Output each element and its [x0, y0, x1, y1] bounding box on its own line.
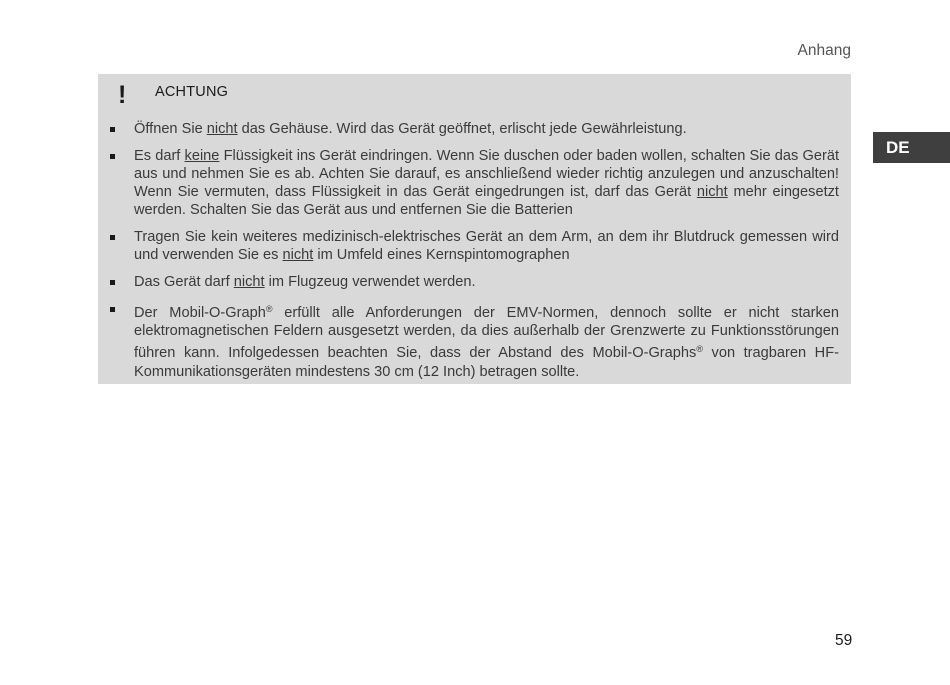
- bullet-square-icon: [110, 127, 115, 132]
- warning-text: im Flugzeug verwendet werden.: [264, 274, 476, 291]
- emphasis-underline: keine: [184, 147, 220, 164]
- emphasis-underline: nicht: [233, 274, 265, 291]
- warning-item: [98, 120, 851, 138]
- warning-text: Flüssigkeit ins Gerät eindringen. Wenn Sie duschen oder baden wollen, schalten Sie das Gerät aus und nehmen Sie es ab. Achten Sie darauf, es anschließend wieder richtig anzulegen und anzuschalten! Wenn Sie vermuten, dass Flüssigkeit in das Gerät eingedrungen ist, darf das Gerät: [134, 147, 839, 201]
- exclamation-icon: !: [118, 81, 127, 109]
- warning-list: [98, 120, 851, 389]
- warning-text: erfüllt alle Anforderungen der EMV-Normen, dennoch sollte er nicht starken elektromagnetischen Feldern ausgesetzt werden, da dies außerhalb der Grenzwerte zu Funktionsstörungen führen kann. Infolgedessen beachten Sie, dass der Abstand des Mobil-O-Graphs: [134, 305, 840, 362]
- warning-title: ACHTUNG: [155, 84, 229, 100]
- warning-item: [98, 273, 851, 291]
- emphasis-underline: nicht: [282, 247, 314, 264]
- warning-box: [98, 74, 851, 384]
- emphasis-underline: nicht: [206, 121, 238, 137]
- warning-text: Öffnen Sie: [134, 121, 207, 137]
- page-number: 59: [835, 632, 853, 649]
- language-tab: DE: [873, 132, 950, 163]
- registered-mark: ®: [696, 344, 703, 355]
- warning-text: Der Mobil-O-Graph: [134, 305, 266, 321]
- warning-item: [98, 147, 851, 220]
- warning-text: das Gehäuse. Wird das Gerät geöffnet, erlischt jede Gewährleistung.: [237, 121, 687, 137]
- warning-item: [98, 228, 851, 264]
- warning-text: mehr eingesetzt werden. Schalten Sie das Gerät aus und entfernen Sie die Batterien: [134, 184, 839, 219]
- registered-mark: ®: [265, 304, 273, 314]
- bullet-square-icon: [110, 154, 115, 159]
- warning-text: von tragbaren HF-Kommunikationsgeräten mindestens 30 cm (12 Inch) betragen sollte.: [134, 345, 839, 380]
- warning-text: im Umfeld eines Kernspintomographen: [313, 247, 570, 264]
- warning-item: [98, 300, 851, 381]
- bullet-square-icon: [110, 307, 115, 312]
- warning-text: Es darf: [134, 147, 185, 164]
- warning-text: Tragen Sie kein weiteres medizinisch-elektrisches Gerät an dem Arm, an dem ihr Blutdruck gemessen wird und verwenden Sie es: [134, 229, 839, 264]
- section-title: Anhang: [797, 42, 851, 59]
- emphasis-underline: nicht: [696, 184, 728, 201]
- bullet-square-icon: [110, 280, 115, 285]
- bullet-square-icon: [110, 235, 115, 240]
- warning-text: Das Gerät darf: [134, 274, 234, 291]
